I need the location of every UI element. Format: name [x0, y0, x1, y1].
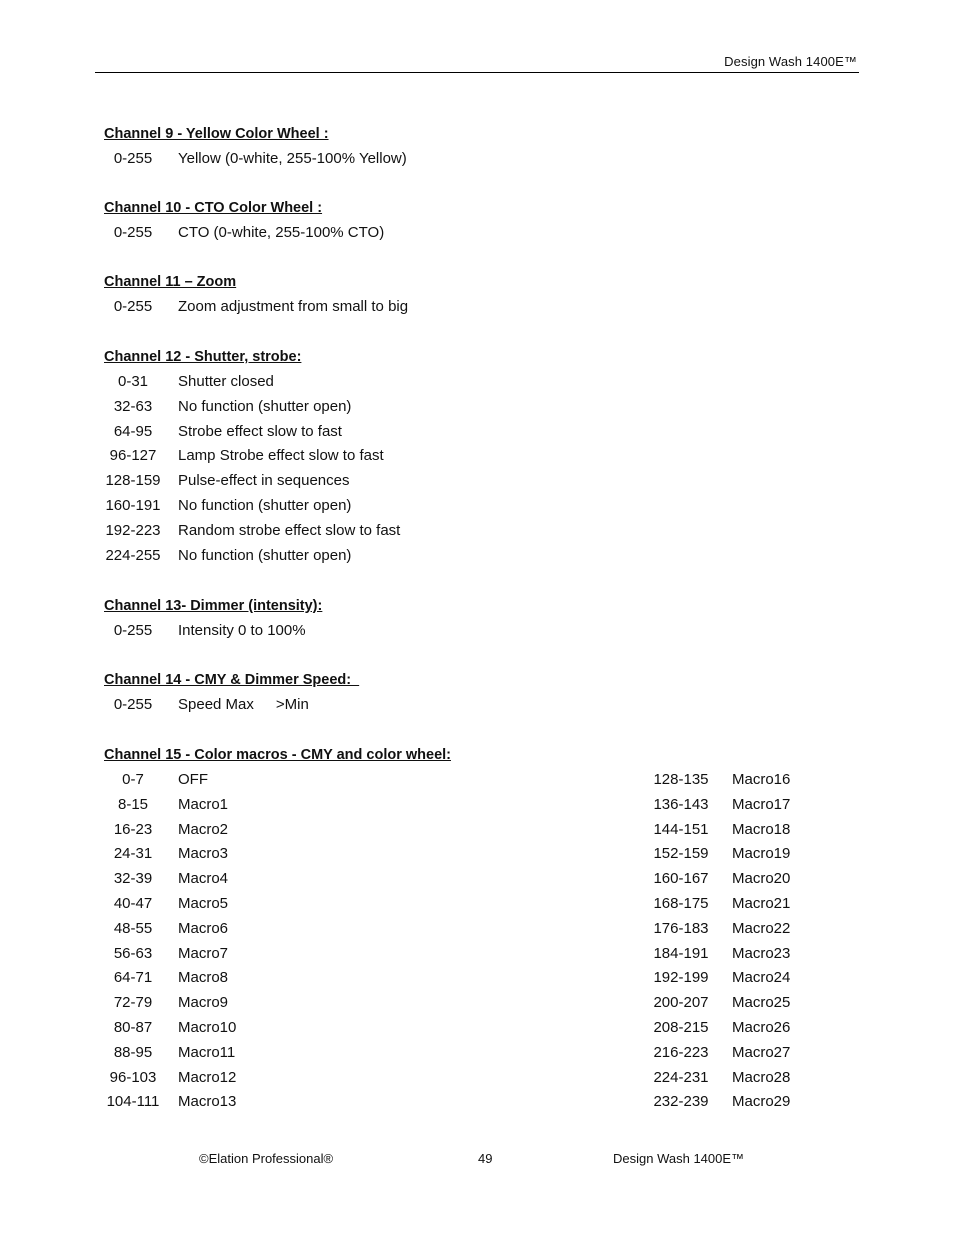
table-row [644, 818, 864, 843]
dmx-range: 224-255 [105, 546, 161, 564]
function-desc: Macro25 [732, 994, 791, 1012]
function-desc: Macro29 [732, 1093, 791, 1111]
section-heading: Channel 11 – Zoom [104, 274, 237, 290]
table-row [104, 469, 804, 494]
table-row [644, 942, 864, 967]
function-desc: Macro3 [178, 845, 229, 863]
dmx-range: 232-239 [653, 1093, 709, 1111]
dmx-range: 64-95 [113, 422, 153, 440]
section-heading: Channel 13- Dimmer (intensity): [104, 598, 323, 614]
function-desc: Random strobe effect slow to fast [178, 521, 401, 539]
function-desc: Macro9 [178, 994, 229, 1012]
table-row [104, 494, 804, 519]
function-desc: Macro5 [178, 894, 229, 912]
channel-11-section [104, 270, 804, 320]
table-row [104, 693, 804, 718]
dmx-range: 0-255 [113, 298, 153, 315]
function-desc: Macro18 [732, 820, 791, 838]
table-row [644, 966, 864, 991]
function-desc: CTO (0-white, 255-100% CTO) [178, 224, 385, 241]
dmx-range: 152-159 [653, 845, 709, 863]
dmx-range: 32-63 [113, 397, 153, 415]
function-desc: Intensity 0 to 100% [178, 622, 306, 639]
header-rule [95, 72, 859, 73]
dmx-range: 192-199 [653, 969, 709, 987]
function-desc: Lamp Strobe effect slow to fast [178, 447, 384, 465]
header-title: Design Wash 1400E™ [724, 54, 857, 69]
function-desc: Macro13 [178, 1093, 237, 1111]
dmx-range: 48-55 [113, 919, 153, 937]
table-row [644, 793, 864, 818]
dmx-range: 72-79 [113, 994, 153, 1012]
dmx-range: 88-95 [113, 1043, 153, 1061]
function-desc: Strobe effect slow to fast [178, 422, 342, 440]
dmx-range: 32-39 [113, 870, 153, 888]
table-row [644, 1041, 864, 1066]
function-desc: Macro1 [178, 795, 229, 813]
section-heading: Channel 10 - CTO Color Wheel : [104, 200, 323, 216]
dmx-range: 168-175 [653, 894, 709, 912]
table-row [104, 221, 804, 246]
function-desc: Macro11 [178, 1043, 236, 1061]
function-desc: Pulse-effect in sequences [178, 472, 350, 490]
channel-15-right-column [644, 768, 864, 1115]
function-desc: Macro16 [732, 771, 791, 788]
dmx-range: 104-111 [106, 1093, 160, 1111]
function-desc: Macro4 [178, 870, 229, 888]
dmx-range: 224-231 [653, 1068, 709, 1086]
function-desc: Macro26 [732, 1018, 791, 1036]
table-row [644, 842, 864, 867]
function-desc: Macro20 [732, 870, 791, 888]
function-desc: Yellow (0-white, 255-100% Yellow) [178, 150, 407, 167]
dmx-range: 16-23 [113, 820, 153, 838]
dmx-range: 136-143 [653, 795, 709, 813]
function-desc: Macro19 [732, 845, 791, 863]
dmx-range: 40-47 [113, 894, 153, 912]
function-desc: OFF [178, 771, 208, 788]
function-desc: Macro8 [178, 969, 229, 987]
table-row [644, 917, 864, 942]
dmx-range: 0-7 [122, 771, 144, 788]
function-desc: Macro21 [732, 894, 791, 912]
table-row [104, 395, 804, 420]
speed-min-label: >Min [275, 696, 309, 713]
table-row [104, 444, 804, 469]
function-desc: Macro24 [732, 969, 791, 987]
dmx-range: 216-223 [653, 1043, 709, 1061]
dmx-range: 128-135 [653, 771, 709, 788]
dmx-range: 176-183 [653, 919, 709, 937]
function-desc: Macro17 [732, 795, 791, 813]
function-desc: Macro23 [732, 944, 791, 962]
function-desc: No function (shutter open) [178, 546, 352, 564]
dmx-range: 8-15 [117, 795, 149, 813]
section-heading: Channel 14 - CMY & Dimmer Speed: [104, 672, 360, 688]
table-row [644, 892, 864, 917]
function-desc: Macro22 [732, 919, 791, 937]
table-row [644, 768, 864, 793]
function-desc: Macro12 [178, 1068, 237, 1086]
footer-page-number: 49 [478, 1151, 493, 1166]
dmx-range: 0-31 [117, 373, 149, 390]
function-desc: Macro27 [732, 1043, 791, 1061]
function-desc: Zoom adjustment from small to big [178, 298, 409, 315]
channel-12-section [104, 345, 804, 568]
section-heading: Channel 9 - Yellow Color Wheel : [104, 126, 329, 142]
footer-copyright: ©Elation Professional® [199, 1151, 334, 1166]
table-row [104, 147, 804, 172]
function-desc: No function (shutter open) [178, 496, 352, 514]
dmx-range: 96-127 [109, 447, 157, 465]
dmx-range: 184-191 [653, 944, 709, 962]
dmx-range: 200-207 [653, 994, 709, 1012]
channel-10-section [104, 196, 804, 246]
table-row [644, 1066, 864, 1091]
dmx-range: 64-71 [113, 969, 153, 987]
dmx-range: 96-103 [109, 1068, 157, 1086]
section-heading: Channel 12 - Shutter, strobe: [104, 349, 302, 365]
table-row [104, 519, 804, 544]
function-desc: Macro10 [178, 1018, 237, 1036]
function-desc [178, 693, 309, 718]
table-row [104, 544, 804, 569]
dmx-range: 208-215 [653, 1018, 709, 1036]
speed-max-label: Speed Max [178, 696, 254, 713]
table-row [644, 991, 864, 1016]
dmx-range: 160-191 [105, 496, 161, 514]
dmx-range: 0-255 [113, 622, 153, 639]
dmx-range: 128-159 [105, 472, 161, 490]
function-desc: No function (shutter open) [178, 397, 352, 415]
footer-product-name: Design Wash 1400E™ [613, 1151, 745, 1166]
table-row [104, 370, 804, 395]
function-desc: Macro28 [732, 1068, 791, 1086]
dmx-range: 0-255 [113, 150, 153, 167]
dmx-range: 24-31 [113, 845, 153, 863]
dmx-range: 56-63 [113, 944, 153, 962]
table-row [644, 1016, 864, 1041]
table-row [104, 619, 804, 644]
dmx-range: 0-255 [113, 696, 153, 713]
section-heading: Channel 15 - Color macros - CMY and color wheel: [104, 747, 451, 763]
table-row [644, 867, 864, 892]
channel-14-section [104, 668, 804, 718]
function-desc: Macro6 [178, 919, 229, 937]
channel-13-section [104, 594, 804, 644]
table-row [104, 295, 804, 320]
function-desc: Macro2 [178, 820, 229, 838]
table-row [644, 1090, 864, 1115]
function-desc: Shutter closed [178, 373, 274, 390]
dmx-range: 192-223 [105, 521, 161, 539]
dmx-range: 160-167 [653, 870, 709, 888]
dmx-range: 80-87 [113, 1018, 153, 1036]
table-row [104, 420, 804, 445]
channel-9-section [104, 122, 804, 172]
function-desc: Macro7 [178, 944, 229, 962]
dmx-range: 144-151 [653, 820, 709, 838]
dmx-range: 0-255 [113, 224, 153, 241]
